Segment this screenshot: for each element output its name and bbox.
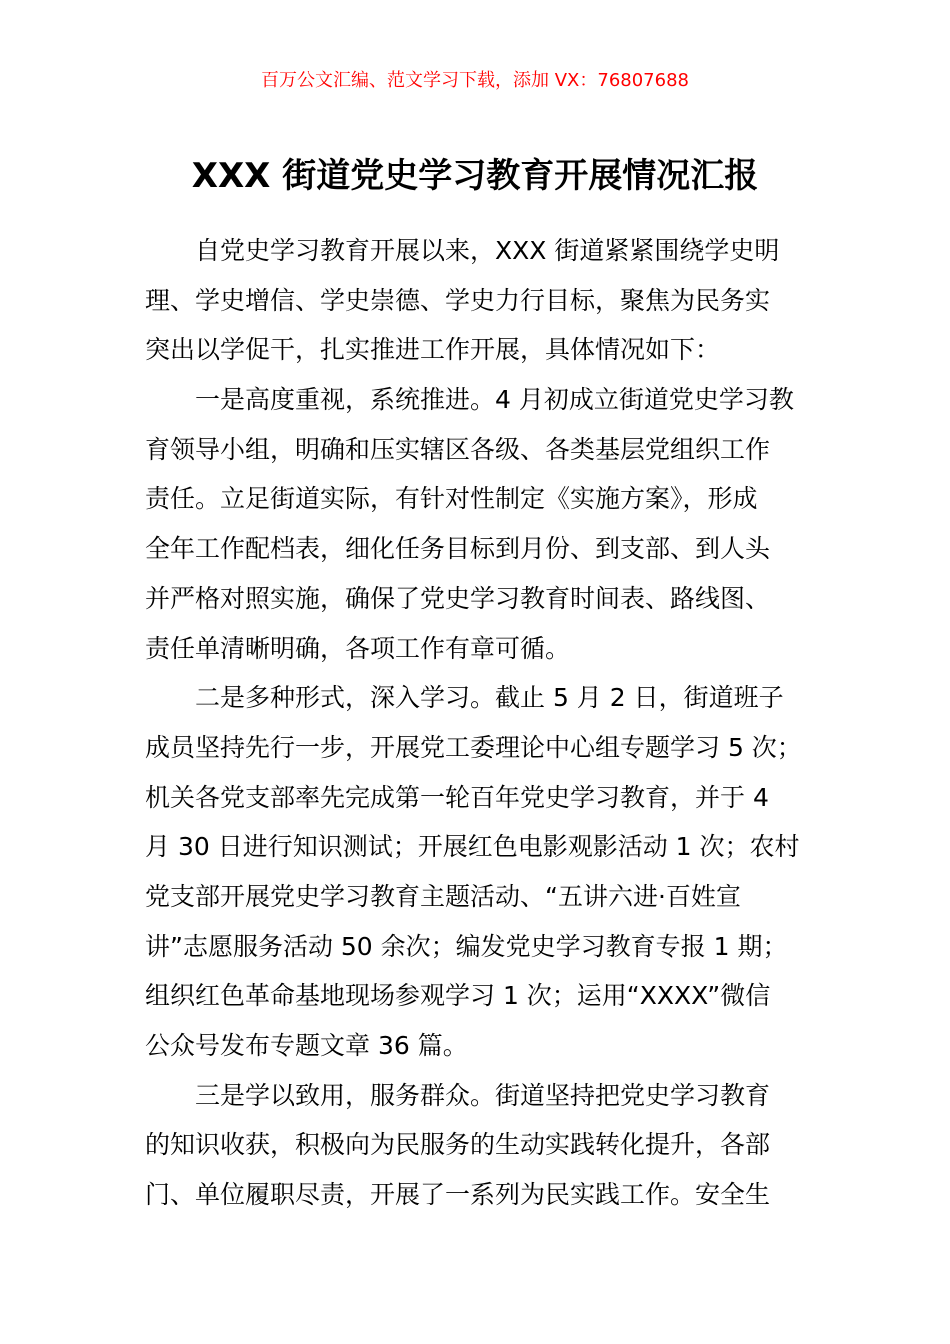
text-line: 突出以学促干，扎实推进工作开展，具体情况如下： <box>145 335 721 365</box>
paragraph-two <box>145 673 815 1071</box>
text-line: 三是学以致用，服务群众。街道坚持把党史学习教育 <box>195 1080 771 1110</box>
text-line: 理、学史增信、学史崇德、学史力行目标，聚焦为民务实 <box>145 285 771 315</box>
paragraph-one <box>145 375 815 673</box>
paragraph-intro <box>145 226 815 375</box>
text-line: 成员坚持先行一步，开展党工委理论中心组专题学习 5 次； <box>145 732 802 762</box>
text-line: 责任。立足街道实际，有针对性制定《实施方案》，形成 <box>145 484 758 514</box>
text-line: 门、单位履职尽责，开展了一系列为民实践工作。安全生 <box>145 1180 771 1210</box>
text-line: 并严格对照实施，确保了党史学习教育时间表、路线图、 <box>145 583 771 613</box>
text-line: 全年工作配档表，细化任务目标到月份、到支部、到人头 <box>145 534 771 564</box>
text-line: 党支部开展党史学习教育主题活动、“五讲六进·百姓宣 <box>145 881 741 911</box>
document-title: XXX 街道党史学习教育开展情况汇报 <box>191 156 759 196</box>
paragraph-three <box>145 1071 815 1220</box>
header-note: 百万公文汇编、范文学习下载，添加 VX：76807688 <box>261 70 689 91</box>
text-line: 组织红色革命基地现场参观学习 1 次；运用“XXXX”微信 <box>145 981 771 1011</box>
text-line: 育领导小组，明确和压实辖区各级、各类基层党组织工作 <box>145 434 771 464</box>
text-line: 一是高度重视，系统推进。4 月初成立街道党史学习教 <box>195 385 794 415</box>
document-body <box>145 226 815 1220</box>
text-line: 自党史学习教育开展以来，XXX 街道紧紧围绕学史明 <box>195 236 780 265</box>
text-line: 责任单清晰明确，各项工作有章可循。 <box>145 633 571 663</box>
text-line: 月 30 日进行知识测试；开展红色电影观影活动 1 次；农村 <box>145 832 800 862</box>
text-line: 讲”志愿服务活动 50 余次；编发党史学习教育专报 1 期； <box>145 931 788 961</box>
text-line: 二是多种形式，深入学习。截止 5 月 2 日，街道班子 <box>195 683 784 713</box>
text-line: 的知识收获，积极向为民服务的生动实践转化提升，各部 <box>145 1130 771 1160</box>
text-line: 机关各党支部率先完成第一轮百年党史学习教育，并于 4 <box>145 782 769 812</box>
text-line: 公众号发布专题文章 36 篇。 <box>145 1031 468 1060</box>
